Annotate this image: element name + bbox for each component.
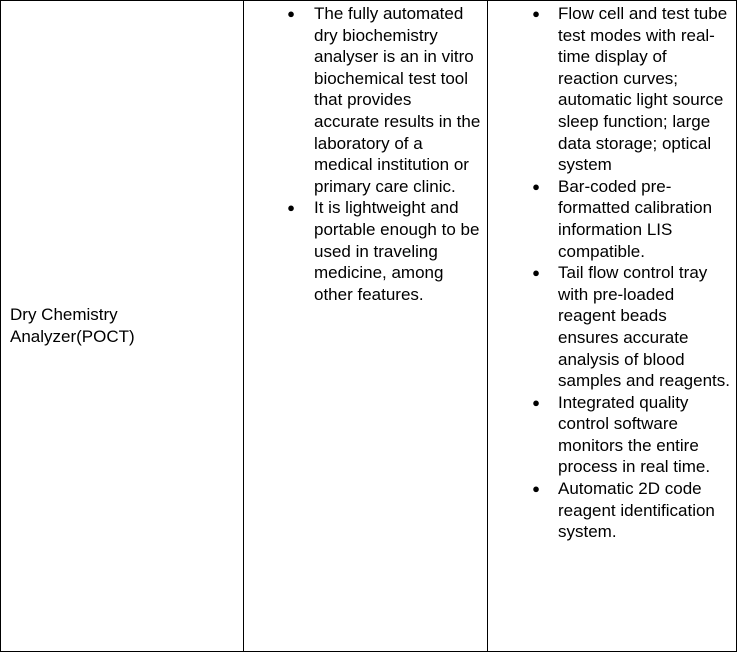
product-name-cell	[1, 1, 244, 652]
bullet-text: It is lightweight and portable enough to be used in traveling medicine, among other features.	[314, 198, 480, 304]
list-item	[244, 3, 481, 197]
list-item	[488, 3, 730, 176]
product-name: Dry Chemistry Analyzer(POCT)	[10, 305, 135, 346]
bullet-icon: ●	[532, 6, 540, 21]
list-item	[244, 197, 481, 305]
table-row	[1, 1, 737, 652]
bullet-icon: ●	[532, 265, 540, 281]
bullet-text: Tail flow control tray with pre-loaded reagent beads ensures accurate analysis of blood samples and reagents.	[558, 263, 730, 391]
bullet-icon: ●	[532, 178, 540, 194]
bullet-text: Bar-coded pre-formatted calibration information LIS compatible.	[558, 176, 713, 261]
list-item	[488, 176, 730, 262]
description-cell	[244, 1, 488, 652]
list-item	[488, 392, 730, 478]
bullet-icon: ●	[287, 6, 295, 21]
bullet-icon: ●	[532, 394, 540, 410]
bullet-icon: ●	[287, 200, 295, 216]
description-list	[244, 1, 487, 305]
bullet-text: The fully automated dry biochemistry analyser is an in vitro biochemical test tool that provides accurate results in the laboratory of a medical institution or primary care clinic.	[314, 4, 481, 196]
bullet-text: Flow cell and test tube test modes with real-time display of reaction curves; automatic light source sleep function; large data storage; optical system	[558, 4, 728, 175]
list-item	[488, 262, 730, 392]
bullet-text: Integrated quality control software monitors the entire process in real time.	[558, 392, 711, 477]
bullet-text: Automatic 2D code reagent identification system.	[558, 479, 715, 542]
list-item	[488, 478, 730, 543]
features-list	[488, 1, 736, 543]
bullet-icon: ●	[532, 481, 540, 497]
features-cell	[488, 1, 737, 652]
